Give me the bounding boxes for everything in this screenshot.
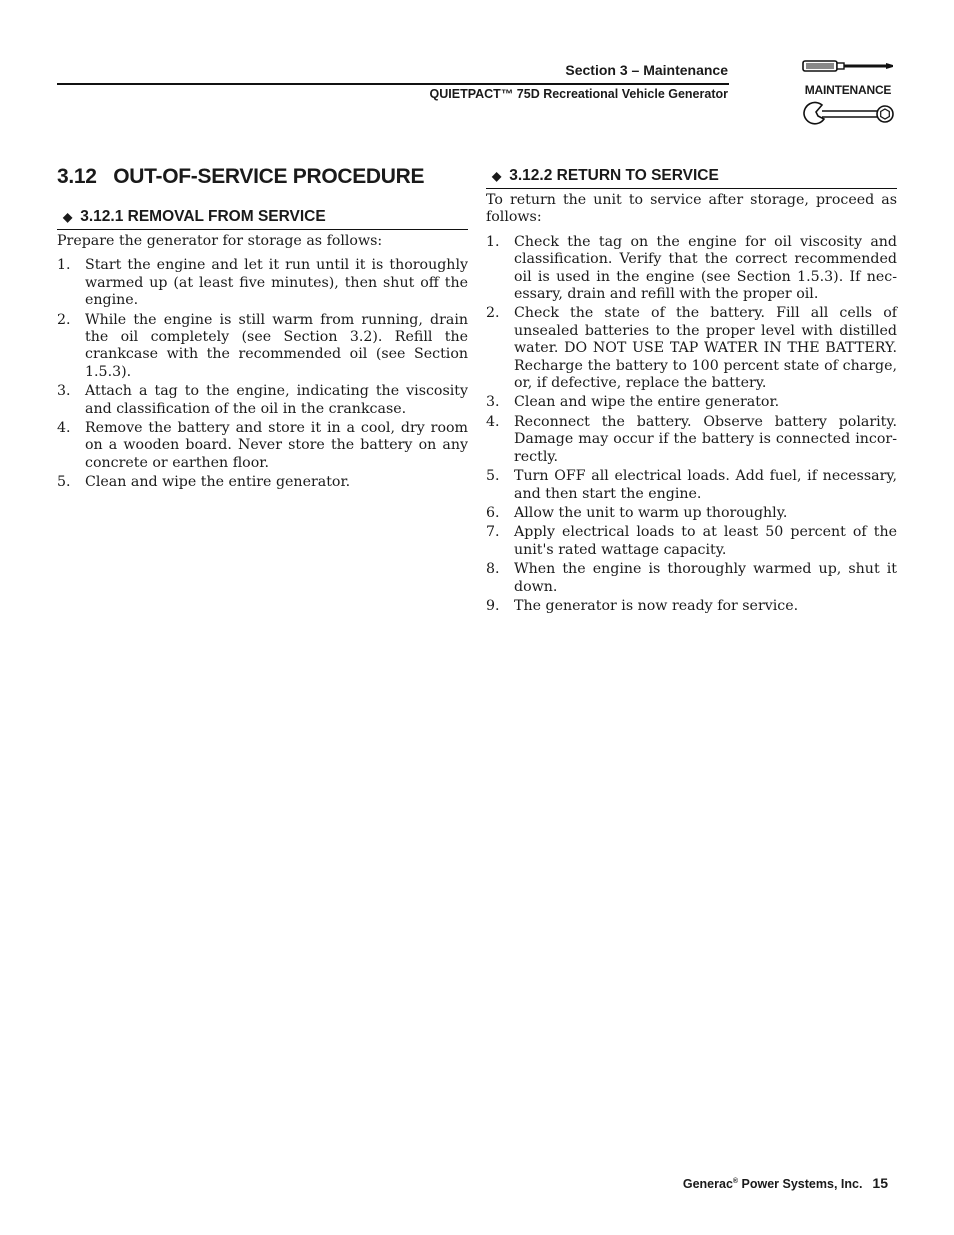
footer-company-rest: Power Systems, Inc. [738,1177,863,1191]
screwdriver-icon [800,58,896,76]
list-item: 8. When the engine is thoroughly warmed up, shut it down. [486,561,897,595]
list-item: 7. Apply electrical loads to at least 50 percent of the unit's rated wattage capacity. [486,524,897,558]
list-item: 6. Allow the unit to warm up thoroughly. [486,504,788,521]
list-item: 1. Check the tag on the engine for oil viscosity and classification. Verify that the correct recommended oil is used in the engine (see Section 1.5.3). If nec-essary, drain and refill with the proper oil. [486,233,897,303]
list-item: 9. The generator is now ready for service. [486,597,799,614]
diamond-bullet-icon: ◆ [492,169,502,183]
list-item: 1. Start the engine and let it run until it is thoroughly warmed up (at least five minutes), then shut off the engine. [57,257,468,309]
registered-mark: ® [732,1177,739,1185]
main-title: 3.12 OUT-OF-SERVICE PROCEDURE [57,165,425,188]
footer-company: Generac [682,1177,733,1191]
badge-label: MAINTENANCE [804,83,892,97]
diamond-bullet-icon: ◆ [63,210,73,224]
removal-steps [57,257,468,491]
list-item: 2. While the engine is still warm from running, drain the oil completely (see Section 3.2). Refill the crankcase with the recommended oil (see Section 1.5.3). [57,311,468,380]
header-section-title: Section 3 – Maintenance [565,62,728,78]
return-steps [486,234,897,616]
list-item: 4. Remove the battery and store it in a cool, dry room on a wooden board. Never store the battery on any concrete or earthen floor. [57,420,468,471]
maintenance-badge [800,56,896,130]
list-item: 3. Clean and wipe the entire generator. [486,394,780,411]
list-item: 5. Clean and wipe the entire generator. [57,474,351,491]
wrench-icon [800,100,896,128]
removal-heading-text: 3.12.1 REMOVAL FROM SERVICE [80,208,326,225]
removal-heading [57,208,468,230]
return-heading [486,167,897,189]
page-number: 15 [872,1175,888,1191]
return-intro: To return the unit to service after storage, proceed as follows: [486,192,897,226]
removal-section [57,208,468,494]
return-heading-text: 3.12.2 RETURN TO SERVICE [509,167,719,184]
list-item: 5. Turn OFF all electrical loads. Add fuel, if necessary, and then start the engine. [486,468,897,502]
header-rule [57,83,729,85]
removal-intro: Prepare the generator for storage as follows: [57,233,383,249]
return-section [486,167,897,617]
page-footer [560,1175,888,1191]
header-product-title: QUIETPACT™ 75D Recreational Vehicle Generator [429,87,728,101]
list-item: 3. Attach a tag to the engine, indicating the viscosity and classification of the oil in the crankcase. [57,383,468,417]
list-item: 4. Reconnect the battery. Observe battery polarity. Damage may occur if the battery is connected incor-rectly. [486,413,897,465]
list-item: 2. Check the state of the battery. Fill all cells of unsealed batteries to the proper level with distilled water. DO NOT USE TAP WATER IN THE BATTERY. Recharge the battery to 100 percent state of charge, or, if defective, replace the battery. [486,305,897,392]
